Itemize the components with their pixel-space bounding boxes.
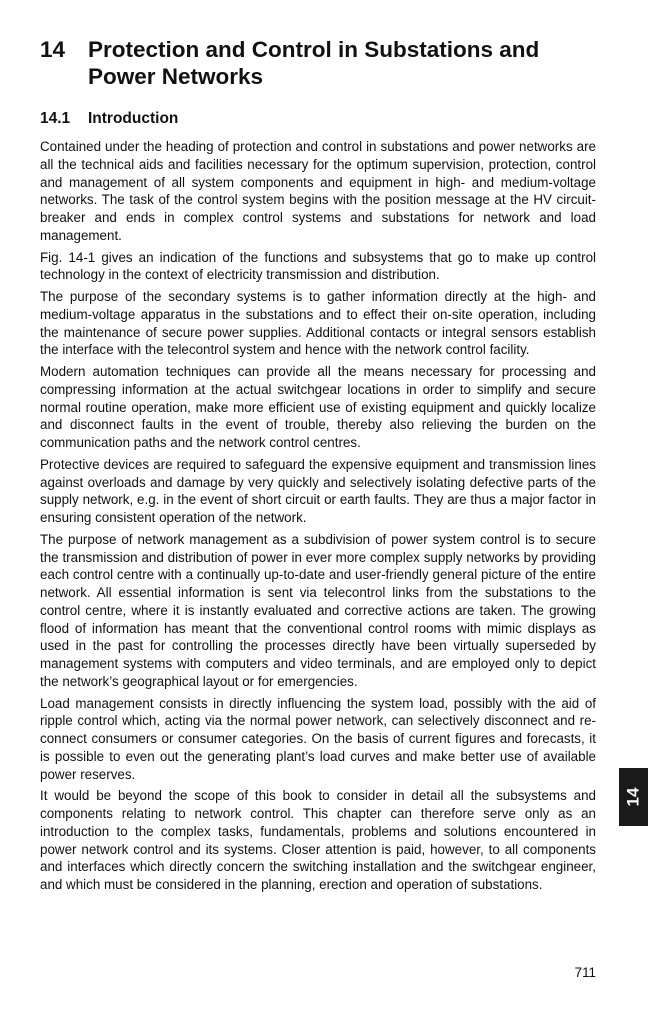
paragraph-4: Modern automation techniques can provide all the means necessary for processing and compressing information at the actual switchgear locations in order to simplify and secure normal routine operation, make more efficient use of existing equipment and quickly localize and disconnect faults in the event of trouble, thereby also relieving the burden on the communication paths and the network control centres. — [40, 364, 596, 450]
chapter-title-text: Protection and Control in Substations and Power Networks — [88, 37, 540, 89]
page-body — [40, 36, 596, 898]
paragraph-7: Load management consists in directly influencing the system load, possibly with the aid of ripple control which, acting via the normal power network, can selectively disconnect and re-connect consumers or consumer categories. On the basis of current figures and forecasts, it is possible to even out the generating plant’s load curves and make better use of available power reserves. — [40, 695, 596, 782]
chapter-number: 14 — [40, 37, 66, 62]
paragraph-1: Contained under the heading of protection and control in substations and power networks are all the technical aids and facilities necessary for the optimum supervision, protection, control and management of all system components and equipment in high- and medium-voltage networks. The task of the control system begins with the position message at the HV circuit-breaker and ends in complex control systems and substations for network and load management. — [40, 139, 596, 243]
paragraph-2: Fig. 14-1 gives an indication of the functions and subsystems that go to make up control technology in the context of electricity transmission and distribution. — [40, 249, 596, 283]
chapter-thumb-tab — [619, 768, 648, 826]
paragraph-5: Protective devices are required to safeguard the expensive equipment and transmission lines against overloads and damage by very quickly and selectively isolating defective parts of the supply network, e.g. in the event of short circuit or earth faults. They are thus a major factor in ensuring consistent operation of the network. — [40, 456, 596, 525]
section-heading — [40, 109, 596, 129]
section-title: Introduction — [88, 110, 179, 127]
chapter-title — [40, 36, 596, 90]
page-number: 711 — [574, 965, 596, 980]
paragraph-8: It would be beyond the scope of this book to consider in detail all the subsystems and components relating to network control. This chapter can therefore serve only as an introduction to the complex tasks, fundamentals, problems and solutions encountered in power network control and its systems. Closer attention is paid, however, to all components and interfaces which directly concern the switching installation and the switchgear engineer, and which must be considered in the planning, erection and operation of substations. — [40, 788, 596, 892]
paragraph-3: The purpose of the secondary systems is to gather information directly at the high- and medium-voltage apparatus in the substations and to effect their on-site operation, including the maintenance of secure power supplies. Additional contacts or integral sensors establish the interface with the telecontrol system and hence with the network control facility. — [40, 289, 596, 358]
section-number: 14.1 — [40, 110, 71, 127]
paragraph-6: The purpose of network management as a subdivision of power system control is to secure the transmission and distribution of power in ever more complex supply networks by providing each control centre with a continually up-to-date and user-friendly general picture of the entire network. All essential information is sent via telecontrol links from the substations to the control centre, where it is instantly evaluated and corrective actions are taken. The growing flood of information has meant that the conventional control rooms with mimic displays as used in the past for controlling the processes directly have been virtually superseded by management systems with computers and video terminals, and are employed only to depict the network’s geographical layout or for emergencies. — [40, 531, 596, 689]
thumb-tab-label: 14 — [623, 787, 643, 807]
